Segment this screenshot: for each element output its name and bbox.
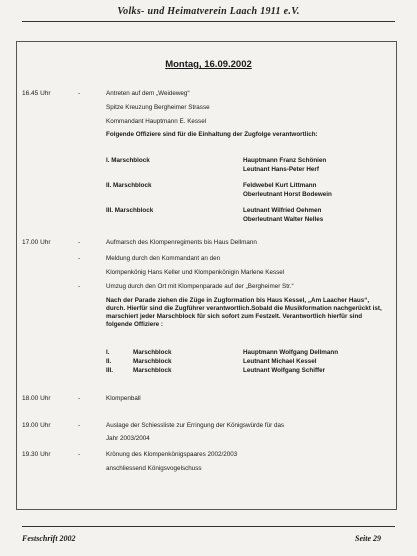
officer-name: Leutnant Wolfgang Schiffer: [243, 367, 326, 374]
officer-name: Hauptmann Franz Schönien: [243, 157, 327, 164]
officer-name: Oberleutnant Walter Nelles: [243, 216, 324, 223]
dash: -: [78, 90, 81, 97]
dash: -: [78, 239, 81, 246]
marschblock-label: Marschblock: [133, 358, 172, 365]
dash: -: [78, 283, 81, 290]
time-1645: 16.45 Uhr: [22, 90, 51, 97]
schedule-item: Aufmarsch des Klompenregiments bis Haus Dellmann: [106, 239, 257, 246]
time-1700: 17.00 Uhr: [22, 239, 51, 246]
dash: -: [78, 422, 81, 429]
footer-page-number: Seite 29: [355, 534, 381, 543]
roman-numeral: III.: [106, 367, 113, 374]
parade-text: Nach der Parade ziehen die Züge in Zugformation bis Haus Kessel, „Am Laacher Haus“, durch. Hierfür sind die Zugführer verantwortlich.Sobald die Musikformation nachgerückt ist, marschiert jeder Marschblock für sich sofort zum Festzelt. Verantwortlich hierfür sind folgende Offiziere :: [106, 297, 382, 328]
page-header-title: Volks- und Heimatverein Laach 1911 e.V.: [117, 6, 300, 17]
schedule-item: Meldung durch den Kommandant an den: [106, 255, 221, 262]
schedule-item: Kommandant Hauptmann E. Kessel: [106, 118, 207, 125]
schedule-item: anschliessend Königsvogelschuss: [106, 465, 202, 472]
marschblock-label: II. Marschblock: [106, 182, 152, 189]
officer-name: Leutnant Hans-Peter Herf: [243, 166, 319, 173]
dash: -: [78, 255, 81, 262]
time-1900: 19.00 Uhr: [22, 422, 51, 429]
footer-publication: Festschrift 2002: [22, 534, 76, 543]
schedule-item: Klompenball: [106, 395, 141, 402]
schedule-item: Klompenkönig Hans Keller und Klompenkönigin Marlene Kessel: [106, 269, 285, 276]
header-rule: [22, 21, 395, 22]
time-1930: 19.30 Uhr: [22, 451, 51, 458]
schedule-item: Jahr 2003/2004: [106, 435, 150, 442]
officer-name: Leutnant Michael Kessel: [243, 358, 317, 365]
marschblock-label: I. Marschblock: [106, 157, 150, 164]
marschblock-label: Marschblock: [133, 367, 172, 374]
schedule-item: Spitze Kreuzung Bergheimer Strasse: [106, 104, 210, 111]
schedule-item: Krönung des Klompenkönigspaares 2002/2003: [106, 451, 238, 458]
officer-name: Feldwebel Kurt Littmann: [243, 182, 317, 189]
dash: -: [78, 395, 81, 402]
roman-numeral: II.: [106, 358, 112, 365]
schedule-item: Auslage der Schiessliste zur Erringung der Königswürde für das: [106, 422, 285, 429]
schedule-item: Antreten auf dem „Weideweg“: [106, 90, 190, 97]
marschblock-label: Marschblock: [133, 349, 172, 356]
roman-numeral: I.: [106, 349, 110, 356]
marschblock-label: III. Marschblock: [106, 207, 154, 214]
time-1800: 18.00 Uhr: [22, 395, 51, 402]
footer-rule: [22, 526, 395, 527]
officer-name: Oberleutnant Horst Bodewein: [243, 191, 332, 198]
officer-name: Leutnant Wilfried Oehmen: [243, 207, 322, 214]
officers-intro: Folgende Offiziere sind für die Einhaltung der Zugfolge verantwortlich:: [106, 131, 318, 138]
dash: -: [78, 451, 81, 458]
page-title: Montag, 16.09.2002: [165, 59, 252, 70]
officer-name: Hauptmann Wolfgang Dellmann: [243, 349, 339, 356]
schedule-item: Umzug durch den Ort mit Klompenparade auf der „Bergheimer Str.“: [106, 283, 294, 290]
